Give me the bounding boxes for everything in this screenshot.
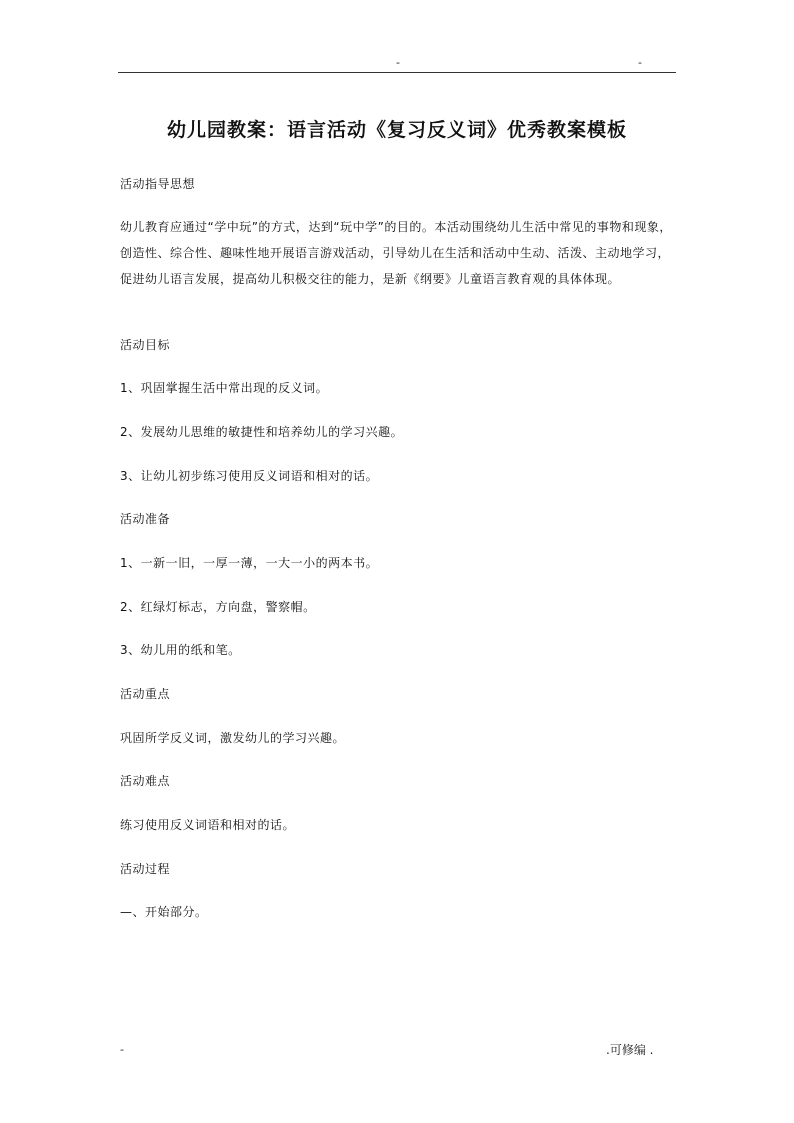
heading-difficulty: 活动难点: [120, 774, 171, 788]
document-title: 幼儿园教案：语言活动《复习反义词》优秀教案模板: [166, 119, 627, 141]
goal-item-3: 3、让幼儿初步练习使用反义词语和相对的话。: [120, 469, 379, 483]
goal-item-2: 2、发展幼儿思维的敏捷性和培养幼儿的学习兴趣。: [120, 425, 404, 439]
process-step-1: —、开始部分。: [120, 905, 208, 919]
footer-editable-note: .可修编 .: [606, 1043, 654, 1057]
heading-guiding-idea: 活动指导思想: [120, 177, 196, 191]
prep-item-1: 1、一新一旧，一厚一薄，一大一小的两本书。: [120, 556, 379, 570]
goal-item-1: 1、巩固掌握生活中常出现的反义词。: [120, 381, 329, 395]
heading-goals: 活动目标: [120, 338, 171, 352]
heading-process: 活动过程: [120, 862, 171, 876]
difficulty-text: 练习使用反义词语和相对的话。: [120, 818, 296, 832]
header-dash-center: -: [396, 56, 400, 69]
header-dash-right: -: [638, 56, 642, 69]
guiding-idea-paragraph: 幼儿教育应通过“学中玩”的方式，达到“玩中学”的目的。本活动围绕幼儿生活中常见的事物和现象，创造性、综合性、趣味性地开展语言游戏活动，引导幼儿在生活和活动中生动、活泼、主动地学习，促进幼儿语言发展，提高幼儿积极交往的能力，是新《纲要》儿童语言教育观的具体体现。: [120, 220, 672, 286]
prep-item-3: 3、幼儿用的纸和笔。: [120, 643, 241, 657]
footer-dash: -: [120, 1043, 124, 1056]
key-point-text: 巩固所学反义词，激发幼儿的学习兴趣。: [120, 731, 346, 745]
header-rule: [118, 72, 676, 73]
prep-item-2: 2、红绿灯标志，方向盘，警察帽。: [120, 600, 316, 614]
heading-preparation: 活动准备: [120, 512, 171, 526]
heading-key-point: 活动重点: [120, 687, 171, 701]
